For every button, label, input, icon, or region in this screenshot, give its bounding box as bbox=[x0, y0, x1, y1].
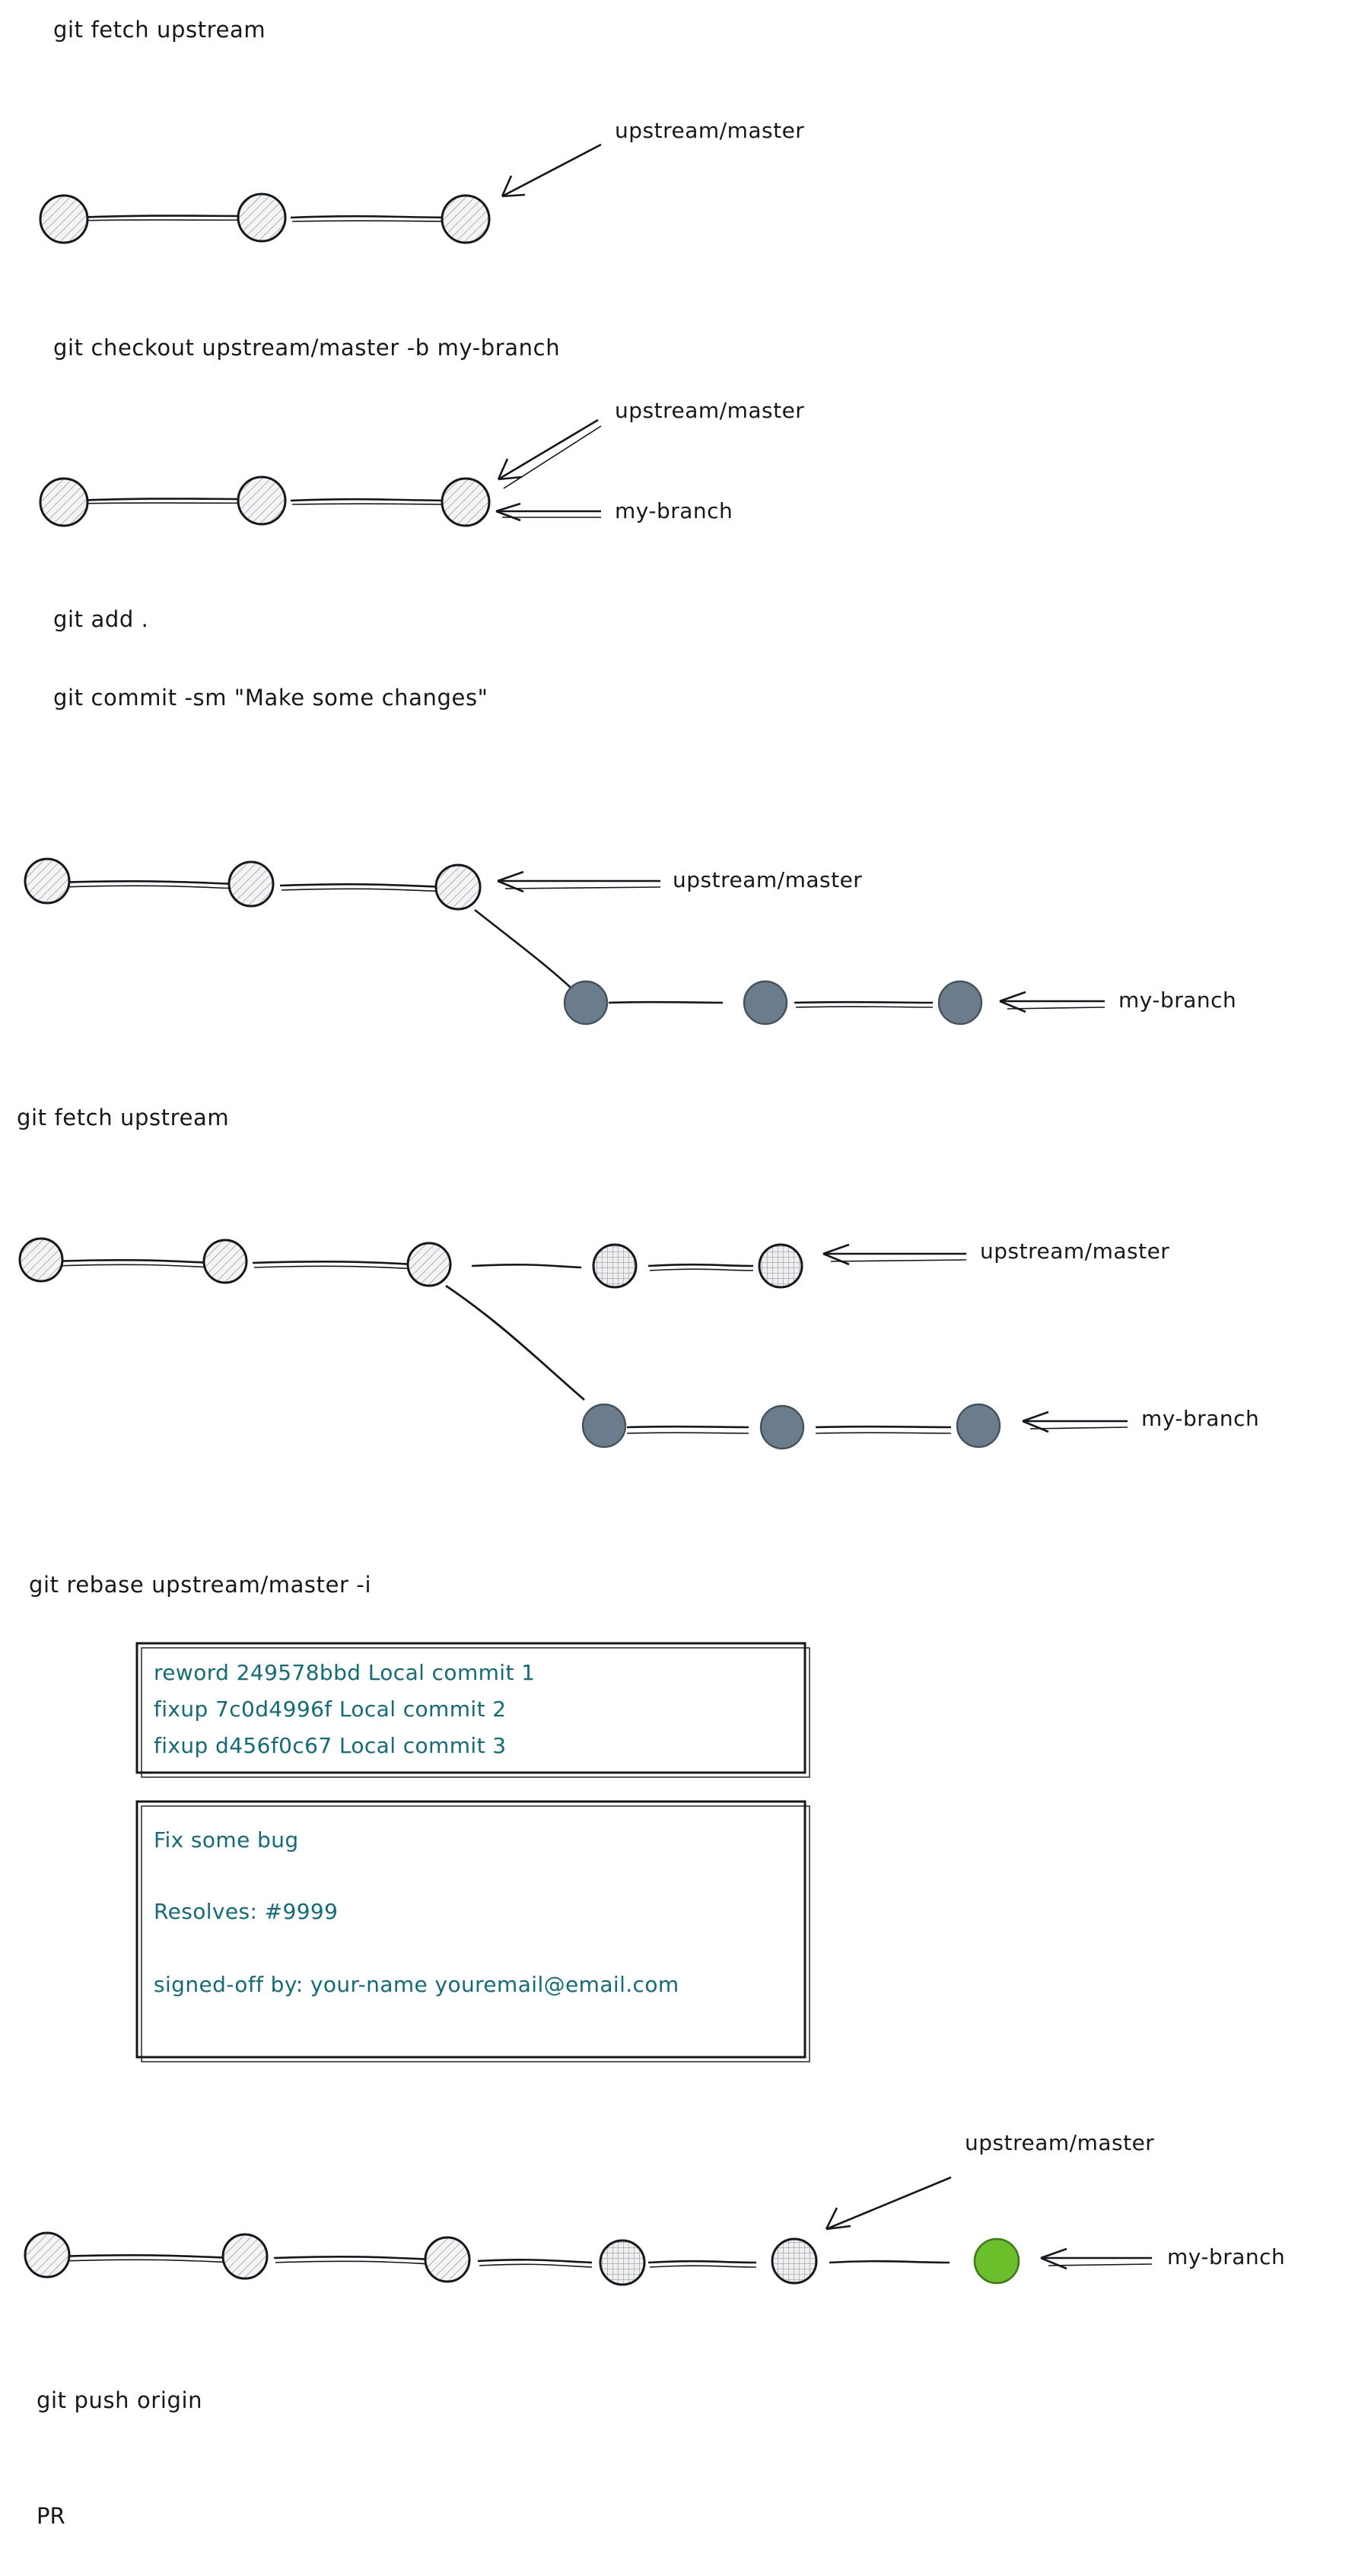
step-6-graph bbox=[25, 2177, 1152, 2285]
command-rebase-interactive: git rebase upstream/master -i bbox=[29, 1572, 372, 1598]
label-upstream-master-3: upstream/master bbox=[673, 867, 863, 892]
note-pr: PR bbox=[37, 2503, 65, 2529]
commit-message-resolves: Resolves: #9999 bbox=[154, 1899, 339, 1924]
label-my-branch-3: my-branch bbox=[1118, 987, 1237, 1013]
commit-message-subject: Fix some bug bbox=[154, 1827, 299, 1852]
label-my-branch-2: my-branch bbox=[615, 498, 733, 523]
step-3-graph bbox=[25, 859, 1105, 1024]
command-git-commit: git commit -sm "Make some changes" bbox=[53, 685, 488, 711]
rebase-todo-line-2: fixup 7c0d4996f Local commit 2 bbox=[154, 1697, 507, 1722]
command-checkout-branch: git checkout upstream/master -b my-branch bbox=[53, 335, 561, 361]
label-upstream-master-1: upstream/master bbox=[615, 118, 805, 143]
step-2-graph bbox=[40, 420, 601, 526]
label-my-branch-6: my-branch bbox=[1167, 2244, 1286, 2269]
step-4-graph bbox=[20, 1239, 1128, 1449]
commit-message-signoff: signed-off by: your-name youremail@email.com bbox=[154, 1972, 679, 1997]
command-fetch-upstream-2: git fetch upstream bbox=[17, 1105, 230, 1131]
label-my-branch-4: my-branch bbox=[1141, 1406, 1260, 1431]
command-git-add: git add . bbox=[53, 606, 149, 632]
rebase-todo-line-3: fixup d456f0c67 Local commit 3 bbox=[154, 1733, 507, 1758]
command-push-origin: git push origin bbox=[37, 2387, 203, 2413]
label-upstream-master-6: upstream/master bbox=[965, 2130, 1155, 2155]
command-fetch-upstream-1: git fetch upstream bbox=[53, 17, 266, 43]
step-1-graph bbox=[40, 145, 601, 243]
label-upstream-master-4: upstream/master bbox=[980, 1239, 1170, 1264]
label-upstream-master-2: upstream/master bbox=[615, 398, 805, 423]
rebase-todo-line-1: reword 249578bbd Local commit 1 bbox=[154, 1660, 536, 1685]
